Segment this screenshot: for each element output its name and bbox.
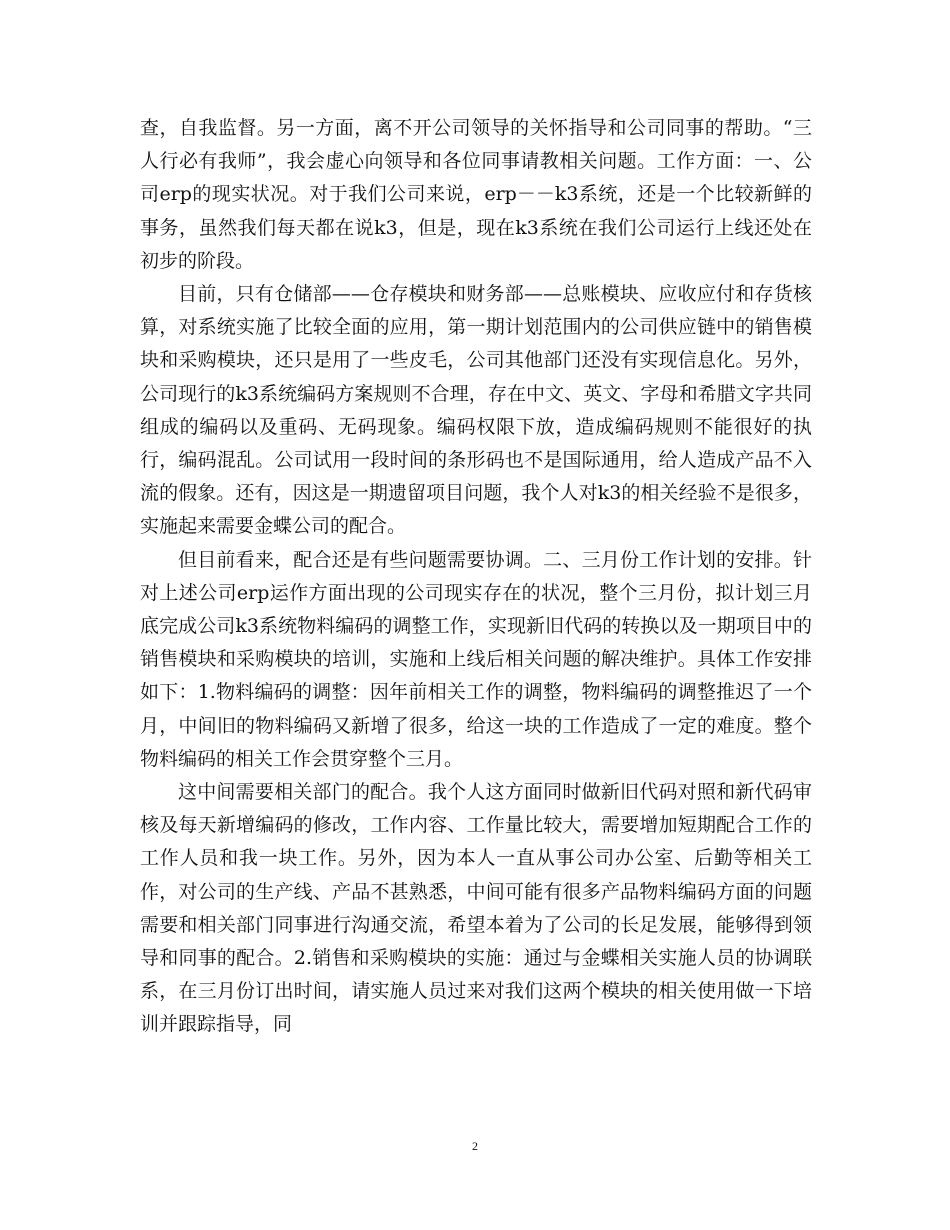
paragraph-4: 这中间需要相关部门的配合。我个人这方面同时做新旧代码对照和新代码审核及每天新增编码的修改，工作内容、工作量比较大，需要增加短期配合工作的工作人员和我一块工作。另外，因为本人一直从事公司办公室、后勤等相关工作，对公司的生产线、产品不甚熟悉，中间可能有很多产品物料编码方面的问题需要和相关部门同事进行沟通交流，希望本着为了公司的长足发展，能够得到领导和同事的配合。2.销售和采购模块的实施：通过与金蝶相关实施人员的协调联系，在三月份订出时间，请实施人员过来对我们这两个模块的相关使用做一下培训并跟踪指导，同 (140, 781, 812, 1036)
document-body (140, 112, 812, 1042)
paragraph-1: 查，自我监督。另一方面，离不开公司领导的关怀指导和公司同事的帮助。“三人行必有我师”，我会虚心向领导和各位同事请教相关问题。工作方面：一、公司erp的现实状况。对于我们公司来说，erp－－k3系统，还是一个比较新鲜的事务，虽然我们每天都在说k3，但是，现在k3系统在我们公司运行上线还处在初步的阶段。 (140, 117, 812, 272)
paragraph-2: 目前，只有仓储部——仓存模块和财务部——总账模块、应收应付和存货核算，对系统实施了比较全面的应用，第一期计划范围内的公司供应链中的销售模块和采购模块，还只是用了一些皮毛，公司其他部门还没有实现信息化。另外，公司现行的k3系统编码方案规则不合理，存在中文、英文、字母和希腊文字共同组成的编码以及重码、无码现象。编码权限下放，造成编码规则不能很好的执行，编码混乱。公司试用一段时间的条形码也不是国际通用，给人造成产品不入流的假象。还有，因这是一期遗留项目问题，我个人对k3的相关经验不是很多，实施起来需要金蝶公司的配合。 (140, 283, 812, 538)
page-number: 2 (472, 1139, 478, 1153)
paragraph-3: 但目前看来，配合还是有些问题需要协调。二、三月份工作计划的安排。针对上述公司erp运作方面出现的公司现实存在的状况，整个三月份，拟计划三月底完成公司k3系统物料编码的调整工作，实现新旧代码的转换以及一期项目中的销售模块和采购模块的培训，实施和上线后相关问题的解决维护。具体工作安排如下：1.物料编码的调整：因年前相关工作的调整，物料编码的调整推迟了一个月，中间旧的物料编码又新增了很多，给这一块的工作造成了一定的难度。整个物料编码的相关工作会贯穿整个三月。 (140, 548, 812, 770)
